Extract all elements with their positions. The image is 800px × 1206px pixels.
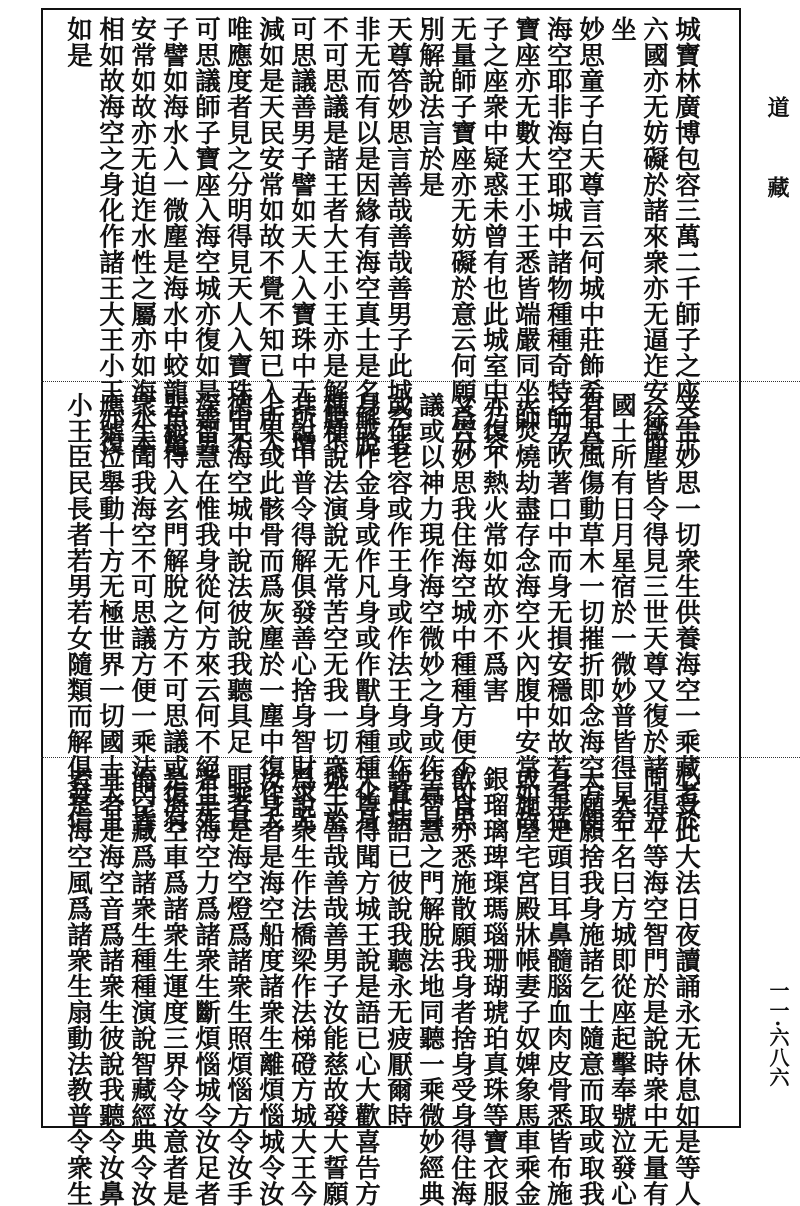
text-column: 之力吹著口中而身无損安穩如故若有猛 — [543, 392, 573, 833]
text-column: 者是海空風爲諸衆生扇動法教普令衆生 — [63, 766, 93, 1206]
text-column: 有大風傷動草木一切摧折即念海空方便 — [575, 392, 605, 833]
text-column: 海空耶非海空耶城中諸物種種奇特師子 — [543, 16, 573, 457]
register-divider — [41, 757, 800, 758]
text-column: 火焚燒劫盡存念海空火內腹中安常如故 — [511, 392, 541, 833]
text-column: 衆生聞我海空不可思議方便一乘法門皆 — [127, 392, 157, 833]
text-column: 无量師子寶座亦无妨礙於意云何願爲分 — [447, 16, 477, 457]
text-column: 如是 — [63, 16, 93, 68]
text-column: 應號泣舉動十方无極世界一切國土大王 — [95, 392, 125, 833]
text-column: 一微塵皆令得見三世天尊又復於諸十方 — [639, 392, 669, 833]
text-column: 德見海空城中說法彼說我聽具足一乘甚 — [223, 392, 253, 833]
margin-label-canon: 藏 — [764, 176, 790, 198]
text-column: 可思議師子寶座入海空城亦復如是善男 — [191, 16, 221, 457]
text-column: 飲食亦悉施散願我身者捨身受身得住海 — [447, 766, 477, 1206]
text-column: 銀瑠璃琕璖瑪瑙珊瑚琥珀真珠等寶衣服 — [479, 766, 509, 1206]
text-column: 小王臣民長者若男若女隨類而解俱發信 — [63, 392, 93, 833]
text-column: 城王善哉善哉善男子汝能慈故發大誓願 — [319, 766, 349, 1206]
text-column: 子譬如海水入一微塵是海水中蛟龍魚鼈 — [159, 16, 189, 457]
text-column: 又告妙思一切衆生供養海空一乘藏者於 — [671, 392, 701, 833]
text-column: 上果或此骸骨而爲灰塵於一塵中復作大 — [255, 392, 285, 833]
text-column: 空智慧之門解脫法地同聽一乘微妙經典 — [415, 766, 445, 1206]
text-column: 種種說法演說无常苦空无我一切衆生於 — [319, 392, 349, 833]
register-divider — [41, 381, 800, 382]
text-column: 一大王名曰方城即從座起擊奉號泣發心 — [607, 766, 637, 1206]
text-column: 妙思童子白天尊言云何城中莊飾希有是 — [575, 16, 605, 457]
text-column: 坐 — [607, 16, 637, 42]
text-column: 惡根得入玄門解脫之方不可思議或復有 — [159, 392, 189, 833]
text-column: 身手足頭目耳鼻髓腦血肉皮骨悉皆布施 — [543, 766, 573, 1206]
text-column: 國土所有日月星宿於一微妙普皆得見若 — [607, 392, 637, 833]
text-column: 同得平等海空智門於是說時衆中无量有 — [639, 766, 669, 1206]
page-number: 一一·六八六 — [766, 980, 790, 1087]
text-column: 大願願捨我身施諸乞士隨意而取或取我 — [575, 766, 605, 1206]
register-bottom — [41, 766, 741, 1206]
text-column: 深智慧在惟我身從何方來云何不絕生死 — [191, 392, 221, 833]
register-middle — [41, 392, 741, 833]
margin-label-collection: 道 — [764, 96, 790, 118]
text-column: 海空藏爲諸衆生種種演說智藏經典令汝 — [127, 766, 157, 1206]
text-column: 別解說法言於是 — [415, 16, 445, 198]
text-column: 可思議善男子譬如天人入寶珠中无所增 — [287, 16, 317, 457]
text-column: 城寶林廣博包容三萬二千師子之座三十 — [671, 16, 701, 457]
text-column: 子之座衆中疑惑未曾有也此城室中乃容 — [479, 16, 509, 457]
text-column: 或作老容或作王身或作法王身或作貧病 — [383, 392, 413, 833]
text-column: 寶座亦无數大王小王悉皆端嚴同坐師 — [511, 16, 541, 431]
register-top — [41, 16, 741, 457]
text-column: 說此語已彼說我聽永无疲厭爾時 — [383, 766, 413, 1129]
text-column: 相如故海空之身化作諸王大王小王亦復 — [95, 16, 125, 457]
text-column: 天尊得聞方城王說是語已心大歡喜告方 — [351, 766, 381, 1206]
text-column: 心受此大法日夜讀誦永无休息如是等人 — [671, 766, 701, 1206]
text-column: 其說中普令得解俱發善心捨身智財求无 — [287, 392, 317, 833]
text-column: 唯應度者見之分明得見天人入寶珠中不 — [223, 16, 253, 457]
text-column: 議或以神力現作海空微妙之身或作真身 — [415, 392, 445, 833]
text-column: 或施屋宅宮殿牀帳妻子奴婢象馬車乘金 — [511, 766, 541, 1206]
text-column: 六國亦无妨礙於諸來衆亦无逼迮安徐而 — [639, 16, 669, 457]
text-column: 爲說衆生作法橋梁作法梯磴方城大王今 — [287, 766, 317, 1206]
text-column: 亦復不熱火常如故亦不爲害 — [479, 392, 509, 703]
text-column: 是海空車爲諸衆生運度三界令汝意者是 — [159, 766, 189, 1206]
text-column: 耳者是海空音爲諸衆生彼說我聽令汝鼻 — [95, 766, 125, 1206]
text-column: 汝身者是海空船度諸衆生離煩惱城令汝 — [255, 766, 285, 1206]
text-column: 不可思議是諸王者大王小王亦是解脫不 — [319, 16, 349, 457]
text-column: 者是海空力爲諸衆生斷煩惱城令汝足者 — [191, 766, 221, 1206]
text-column: 天尊答妙思言善哉善哉善男子此城空者 — [383, 16, 413, 457]
text-column: 減如是天民安常如故不覺不知已入所入 — [255, 16, 285, 457]
text-column: 眼者是海空燈爲諸衆生照煩惱方令汝手 — [223, 766, 253, 1206]
text-column: 非无而有以是因緣有海空真士是名解脫 — [351, 16, 381, 457]
text-column: 安常如故亦无迫迮水性之屬亦如海水本 — [127, 16, 157, 457]
text-column: 又告妙思我住海空城中種種方便不可思 — [447, 392, 477, 833]
text-column: 身或作金身或作凡身或作獸身種種化身 — [351, 392, 381, 833]
